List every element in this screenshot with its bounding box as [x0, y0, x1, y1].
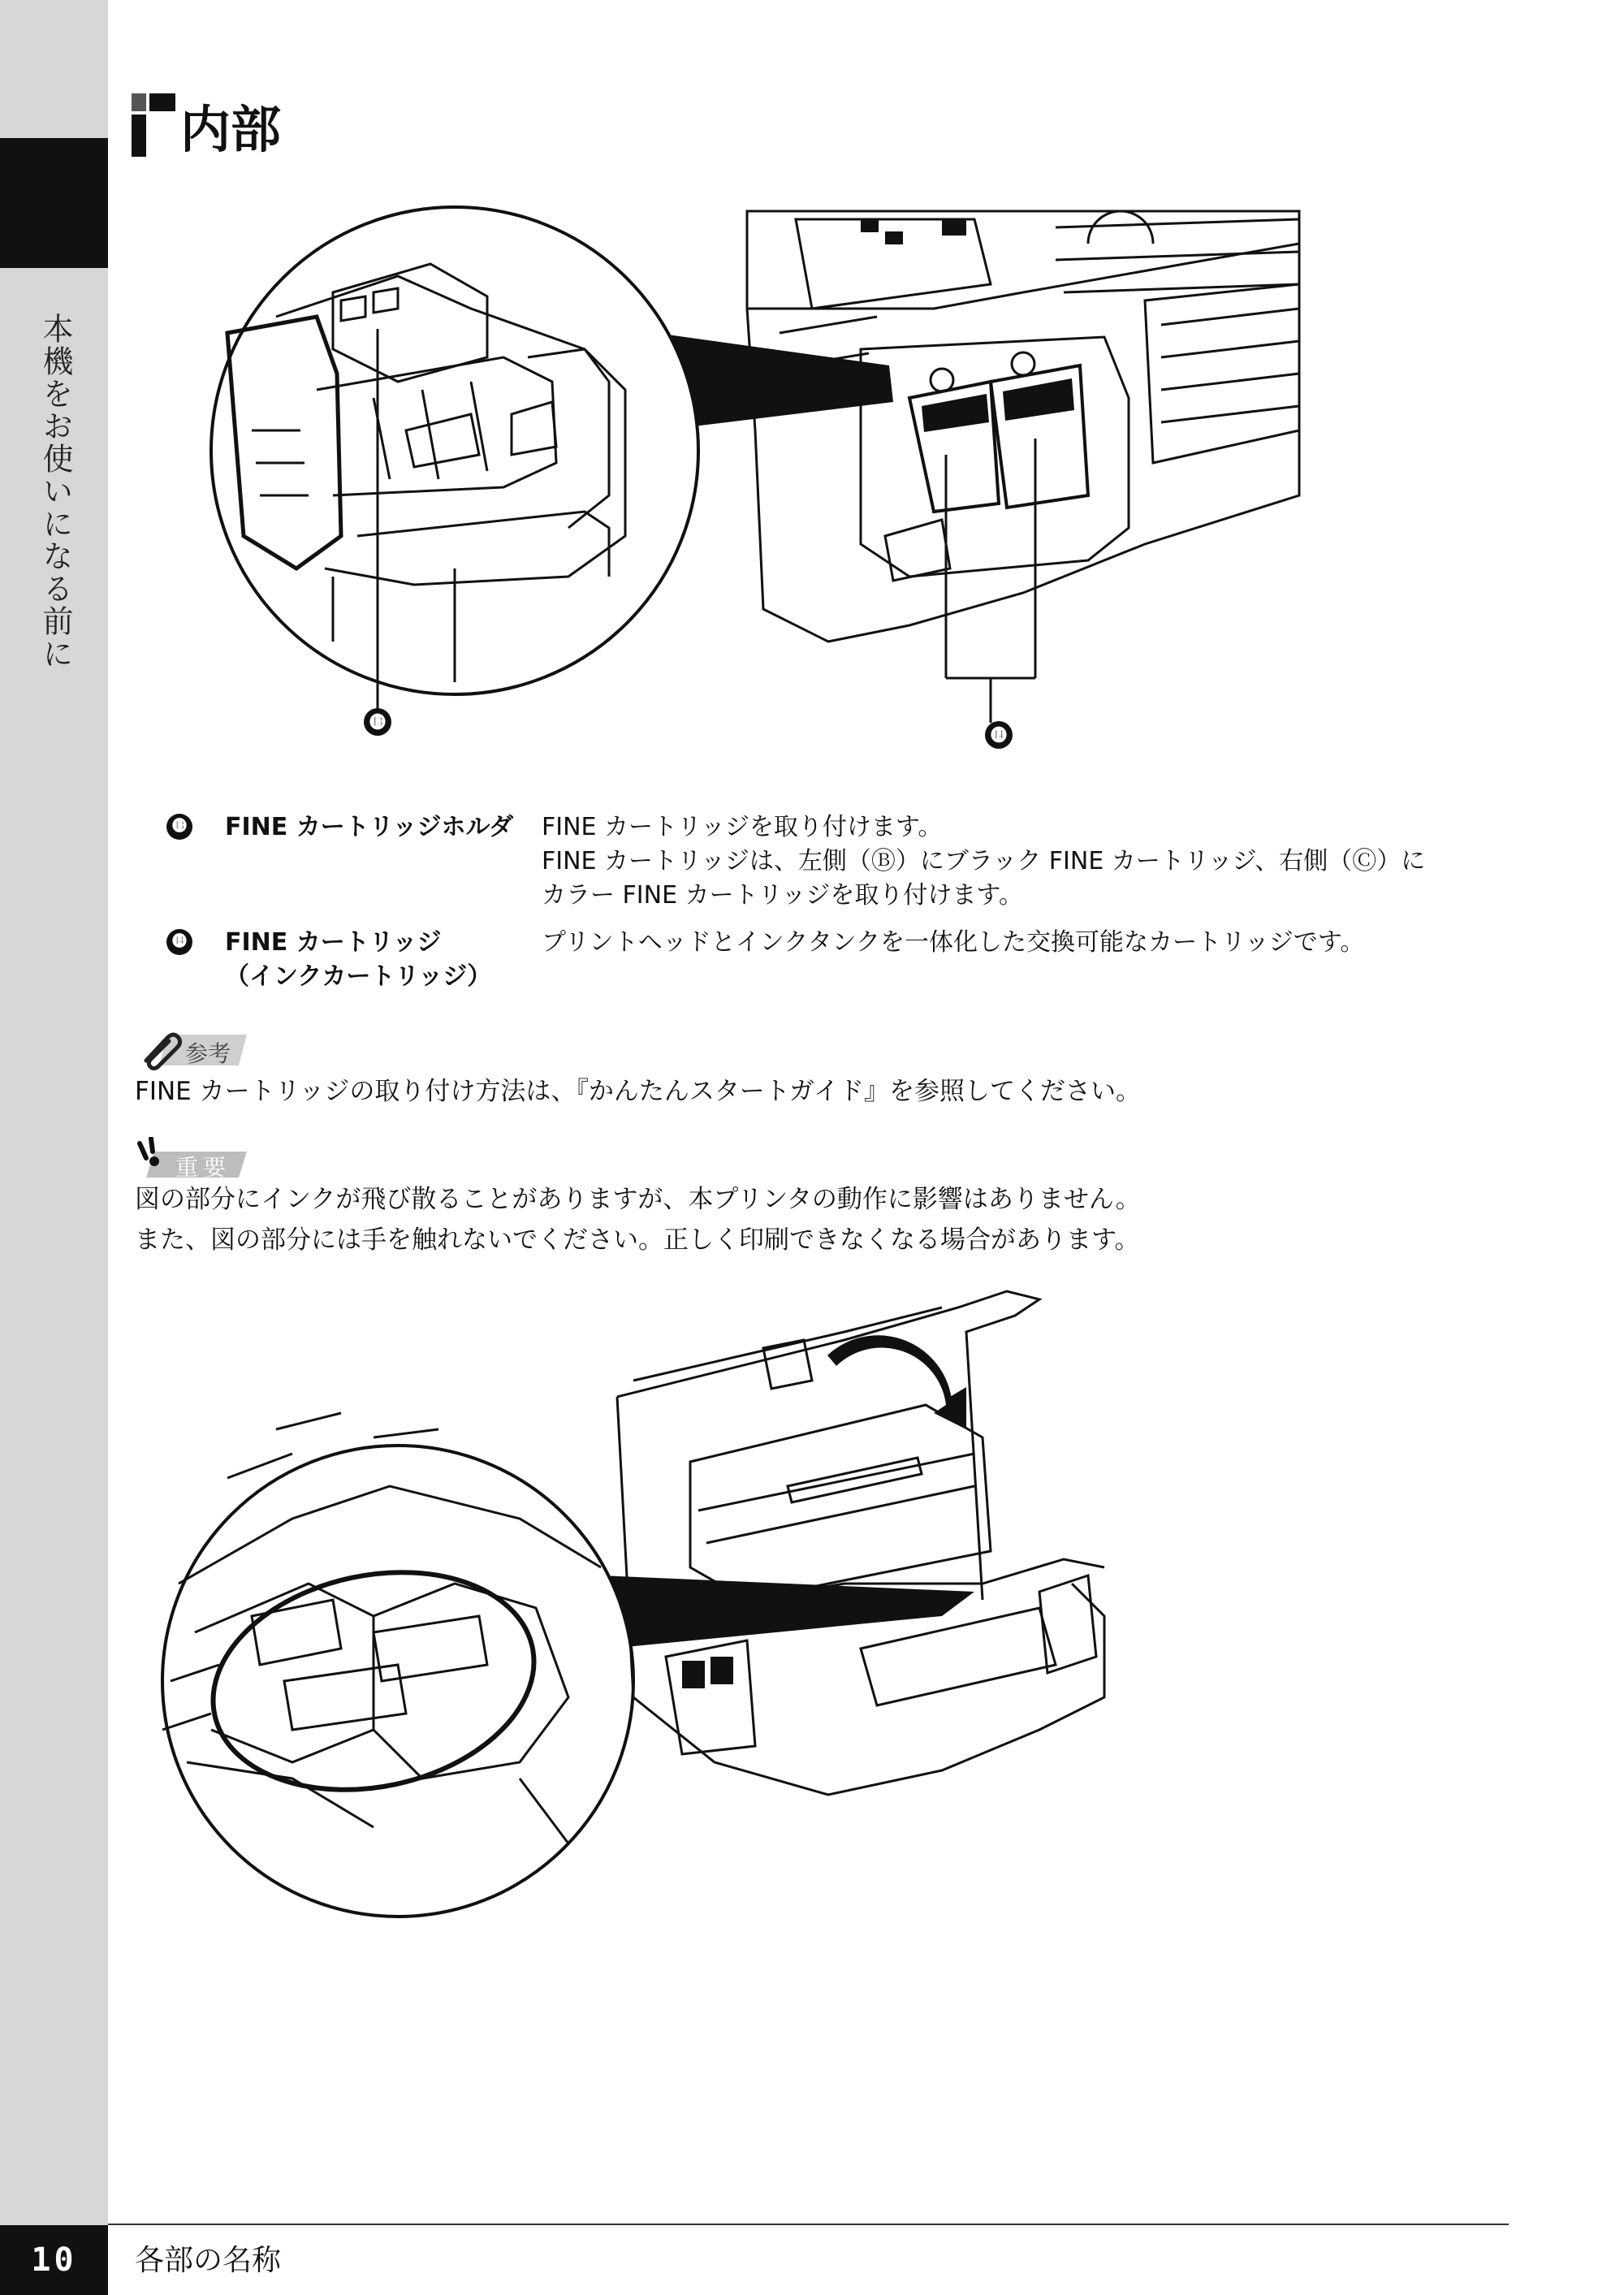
- sidebar-tab-marker: [0, 138, 108, 268]
- important-badge-label: 重要: [175, 1154, 231, 1181]
- part-14-number: ⓮: [166, 929, 192, 955]
- part-14-name-line: （インクカートリッジ）: [225, 962, 492, 991]
- part-13-desc-line: FINE カートリッジは、左側（Ⓑ）にブラック FINE カートリッジ、右側（Ⓒ）に: [542, 847, 1426, 875]
- part-13-desc-line: カラー FINE カートリッジを取り付けます。: [542, 881, 1023, 910]
- part-14-desc-line: プリントヘッドとインクタンクを一体化した交換可能なカートリッジです。: [542, 928, 1365, 957]
- printer-interior-illustration: [130, 187, 1315, 755]
- reference-text: FINE カートリッジの取り付け方法は、『かんたんスタートガイド』を参照してください。: [135, 1077, 1141, 1106]
- reference-badge-label: 参考: [185, 1040, 231, 1067]
- part-14-description: [542, 926, 1624, 960]
- section-title: 内部: [180, 100, 282, 159]
- part-14-name-line: FINE カートリッジ: [225, 928, 442, 957]
- open-printer-illustration: [130, 1275, 1153, 1925]
- page-number: 10: [0, 2225, 108, 2295]
- callout-13: ⓭: [364, 708, 391, 736]
- part-13-description: [542, 810, 1624, 913]
- important-badge: [135, 1137, 248, 1179]
- footer-chapter-title: 各部の名称: [135, 2244, 282, 2277]
- important-line-2: また、図の部分には手を触れないでください。正しく印刷できなくなる場合があります。: [135, 1225, 1140, 1255]
- important-line-1: 図の部分にインクが飛び散ることがありますが、本プリンタの動作に影響はありません。: [135, 1185, 1141, 1214]
- section-title-mark-icon: [132, 93, 175, 157]
- part-13-number: ⓭: [166, 814, 192, 840]
- part-13-desc-line: FINE カートリッジを取り付けます。: [542, 813, 943, 841]
- callout-14: ⓮: [985, 721, 1013, 749]
- reference-badge: [135, 1030, 248, 1070]
- footer-rule: [108, 2224, 1509, 2225]
- part-13-name: FINE カートリッジホルダ: [225, 813, 514, 841]
- sidebar-chapter-label: 本機をお使いになる前に: [37, 313, 73, 670]
